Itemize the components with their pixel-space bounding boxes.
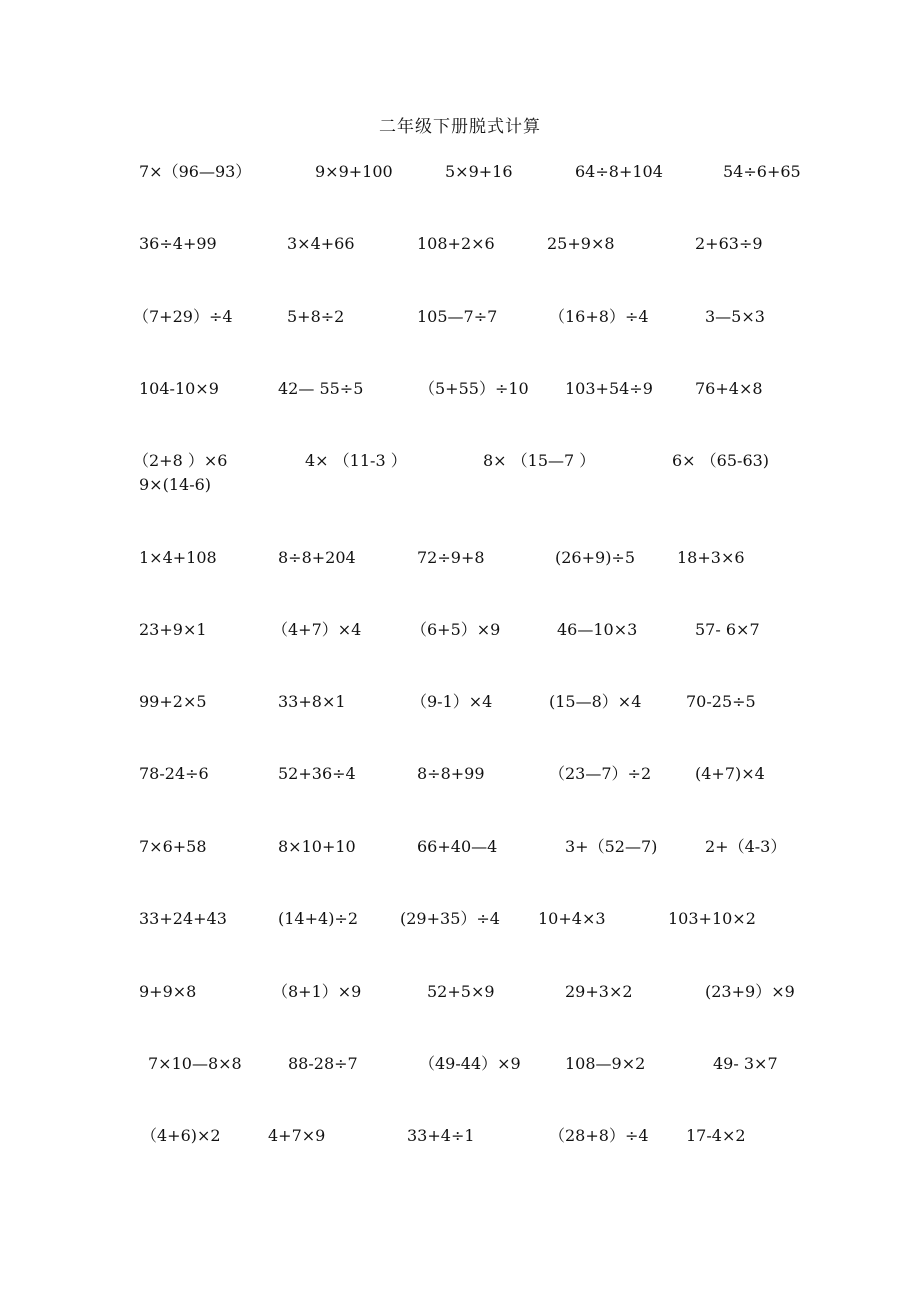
- expression: 108+2×6: [417, 234, 495, 253]
- expression: (29+35）÷4: [400, 909, 500, 928]
- expression: 17-4×2: [686, 1126, 746, 1145]
- expression: （49-44）×9: [419, 1054, 521, 1073]
- expression: 70-25÷5: [686, 692, 756, 711]
- expression: 3×4+66: [287, 234, 355, 253]
- expression: 33+8×1: [278, 692, 346, 711]
- expression-row: [0, 377, 920, 401]
- expression-row: [0, 449, 920, 473]
- expression: 103+54÷9: [565, 379, 653, 398]
- expression: 4+7×9: [268, 1126, 326, 1145]
- expression: 99+2×5: [139, 692, 207, 711]
- expression: 46—10×3: [557, 620, 638, 639]
- expression: 5+8÷2: [287, 307, 345, 326]
- expression: （28+8）÷4: [549, 1126, 649, 1145]
- expression-row: [0, 907, 920, 931]
- expression: 29+3×2: [565, 982, 633, 1001]
- expression: 5×9+16: [445, 162, 513, 181]
- expression: 8× （15—7 ）: [483, 451, 596, 470]
- expression-row: [0, 835, 920, 859]
- expression: 108—9×2: [565, 1054, 646, 1073]
- expression: (26+9)÷5: [555, 548, 636, 567]
- expression: 36÷4+99: [139, 234, 217, 253]
- expression-row: [0, 305, 920, 329]
- expression: 23+9×1: [139, 620, 207, 639]
- expression-row: [0, 473, 920, 497]
- expression-row: [0, 1052, 920, 1076]
- expression: 57- 6×7: [695, 620, 760, 639]
- expression: 25+9×8: [547, 234, 615, 253]
- expression: （6+5）×9: [411, 620, 501, 639]
- expression: 104-10×9: [139, 379, 219, 398]
- expression: 33+24+43: [139, 909, 227, 928]
- expression: (23+9）×9: [705, 982, 795, 1001]
- expression: 4× （11-3 ）: [305, 451, 407, 470]
- expression: 52+36÷4: [278, 764, 356, 783]
- expression: (4+7)×4: [695, 764, 765, 783]
- expression: (15—8）×4: [549, 692, 642, 711]
- expression: 42— 55÷5: [278, 379, 364, 398]
- expression: 103+10×2: [668, 909, 756, 928]
- expression: 33+4÷1: [407, 1126, 475, 1145]
- expression: (14+4)÷2: [278, 909, 359, 928]
- expression: （7+29）÷4: [133, 307, 233, 326]
- expression: 54÷6+65: [723, 162, 801, 181]
- expression: （2+8 ）×6: [133, 451, 228, 470]
- expression: 6× （65-63): [672, 451, 770, 470]
- expression-row: [0, 618, 920, 642]
- expression: 52+5×9: [427, 982, 495, 1001]
- expression: （8+1）×9: [272, 982, 362, 1001]
- expression-row: [0, 160, 920, 184]
- expression: 3—5×3: [705, 307, 765, 326]
- expression-row: [0, 546, 920, 570]
- expression: 76+4×8: [695, 379, 763, 398]
- expression: 72÷9+8: [417, 548, 485, 567]
- expression: 9+9×8: [139, 982, 197, 1001]
- expression: 8÷8+204: [278, 548, 356, 567]
- expression: 3+（52—7): [565, 837, 658, 856]
- expression: 2+63÷9: [695, 234, 763, 253]
- expression: 7×（96—93）: [139, 162, 252, 181]
- page-title: 二年级下册脱式计算: [379, 117, 541, 137]
- expression: （9-1）×4: [411, 692, 493, 711]
- expression-row: [0, 232, 920, 256]
- expression: 105—7÷7: [417, 307, 498, 326]
- expression: 7×10—8×8: [148, 1054, 242, 1073]
- expression: 9×(14-6): [139, 475, 212, 494]
- expression-row: [0, 1124, 920, 1148]
- expression-row: [0, 980, 920, 1004]
- expression: 8÷8+99: [417, 764, 485, 783]
- expression: （4+7）×4: [272, 620, 362, 639]
- expression: 8×10+10: [278, 837, 356, 856]
- expression: 66+40—4: [417, 837, 498, 856]
- expression-row: [0, 762, 920, 786]
- expression: （4+6)×2: [141, 1126, 221, 1145]
- expression: 78-24÷6: [139, 764, 209, 783]
- expression: 49- 3×7: [713, 1054, 778, 1073]
- expression: 1×4+108: [139, 548, 217, 567]
- expression: （16+8）÷4: [549, 307, 649, 326]
- expression: 64÷8+104: [575, 162, 663, 181]
- expression: （5+55）÷10: [419, 379, 529, 398]
- expression: 2+（4-3）: [705, 837, 787, 856]
- expression-row: [0, 690, 920, 714]
- expression: （23—7）÷2: [549, 764, 652, 783]
- expression: 10+4×3: [538, 909, 606, 928]
- expression: 7×6+58: [139, 837, 207, 856]
- expression: 9×9+100: [315, 162, 393, 181]
- expression: 88-28÷7: [288, 1054, 358, 1073]
- expression: 18+3×6: [677, 548, 745, 567]
